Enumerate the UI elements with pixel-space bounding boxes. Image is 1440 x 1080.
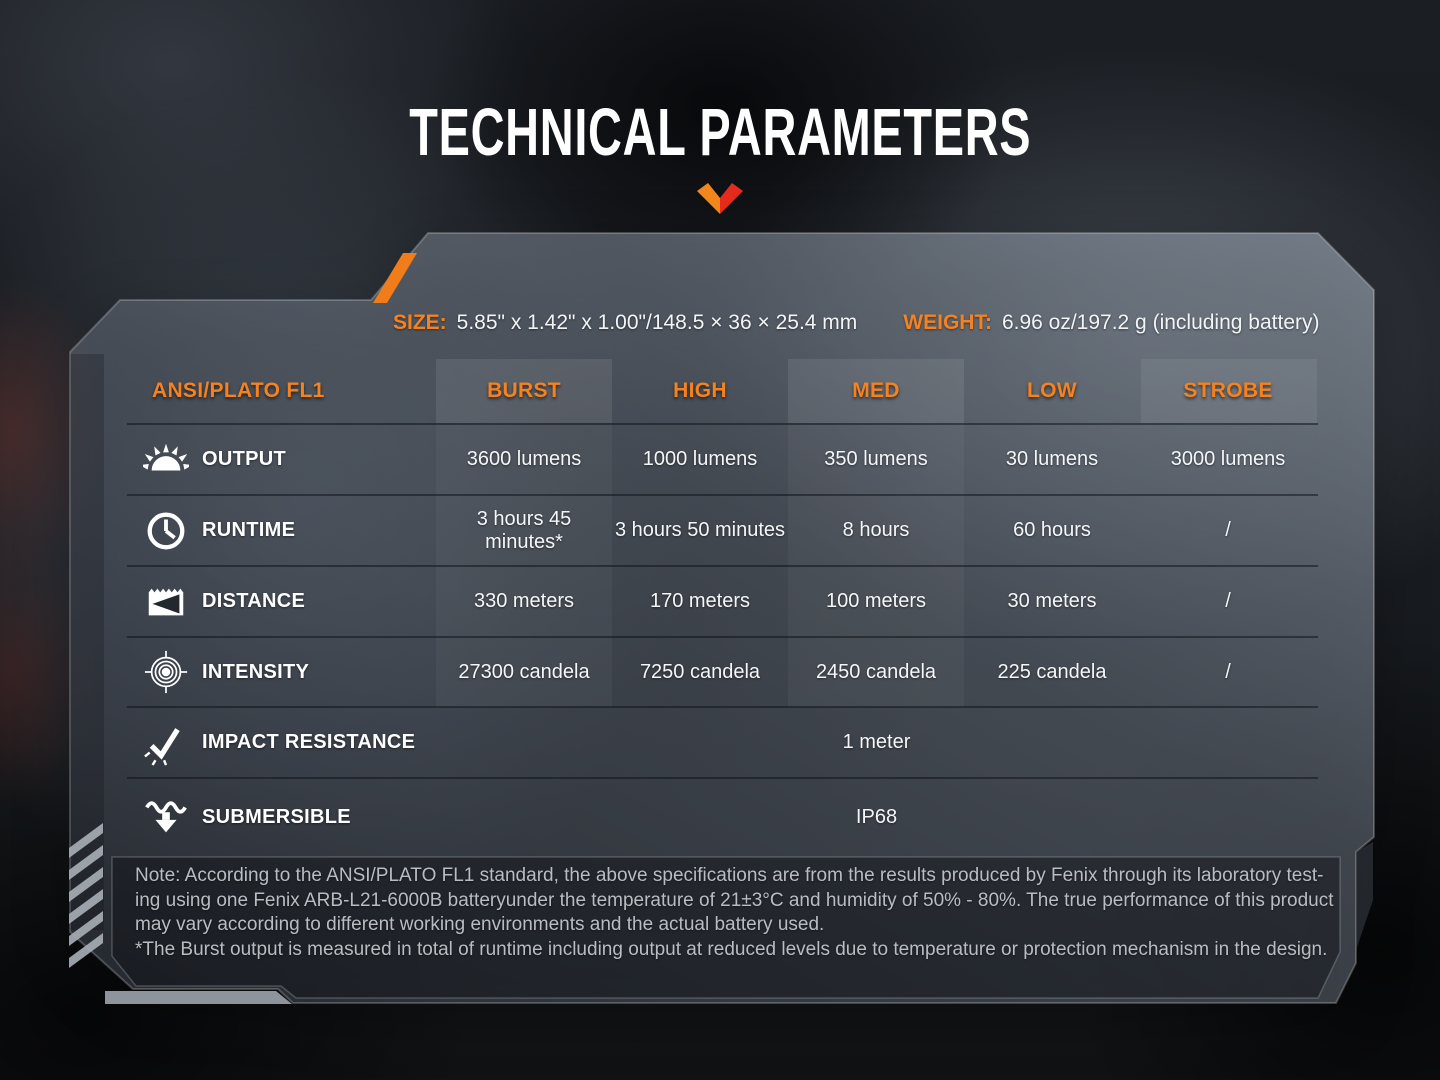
cell-intensity-med: 2450 candela xyxy=(815,660,937,683)
column-header-med: MED xyxy=(852,379,900,402)
column-header-strobe: STROBE xyxy=(1183,379,1273,402)
column-header-high: HIGH xyxy=(673,379,727,402)
weight-label: WEIGHT: xyxy=(903,311,992,334)
table-row-submersible xyxy=(70,778,1317,856)
cell-impact-resistance-value: 1 meter xyxy=(842,731,911,753)
corner-notch xyxy=(1356,842,1373,950)
column-header-burst: BURST xyxy=(487,379,561,402)
cell-output-strobe: 3000 lumens xyxy=(1170,448,1286,470)
footnote xyxy=(135,864,1333,962)
row-label-distance: DISTANCE xyxy=(202,590,306,612)
table-header-row xyxy=(70,358,1317,424)
page-title: TECHNICAL PARAMETERS xyxy=(409,95,1031,170)
cell-intensity-burst: 27300 candela xyxy=(458,660,590,683)
weight-value: 6.96 oz/197.2 g (including battery) xyxy=(1001,311,1320,334)
column-header-ansi: ANSI/PLATO FL1 xyxy=(152,379,325,402)
cell-submersible-value: IP68 xyxy=(855,805,898,828)
submersible-icon xyxy=(143,794,189,840)
row-label-output: OUTPUT xyxy=(202,448,287,470)
cell-runtime-strobe: / xyxy=(1225,519,1231,541)
runtime-clock-icon xyxy=(143,508,189,554)
footnote-line: Note: According to the ANSI/PLATO FL1 standard, the above specifications are from the results produced by Fenix through its laboratory test- xyxy=(135,865,1324,886)
accent-bar xyxy=(105,991,292,1004)
cell-runtime-burst: 3 hours 45 minutes* xyxy=(476,507,572,553)
row-label-submersible: SUBMERSIBLE xyxy=(202,805,351,828)
cell-output-burst: 3600 lumens xyxy=(466,448,582,470)
cell-runtime-med: 8 hours xyxy=(842,519,910,541)
cell-distance-burst: 330 meters xyxy=(473,590,575,612)
cell-output-low: 30 lumens xyxy=(1005,448,1099,470)
table-row-intensity xyxy=(70,637,1317,707)
footnote-line: ing using one Fenix ARB-L21-6000B batteryunder the temperature of 21±3°C and humidity of 50% - 80%. The true performance of this product xyxy=(135,889,1334,911)
chevron-down-icon xyxy=(697,183,743,214)
table-row-impact-resistance xyxy=(70,707,1317,778)
spec-table xyxy=(70,358,1317,856)
cell-output-med: 350 lumens xyxy=(824,448,928,470)
table-row-runtime xyxy=(70,495,1317,566)
row-label-intensity: INTENSITY xyxy=(202,660,310,683)
intensity-target-icon xyxy=(143,649,189,695)
footnote-line: *The Burst output is measured in total of runtime including output at reduced levels due to temperature or protection mechanism in the design. xyxy=(135,938,1328,960)
output-light-icon xyxy=(143,437,189,483)
cell-intensity-high: 7250 candela xyxy=(639,660,761,683)
size-weight-line xyxy=(393,311,1320,335)
size-value: 5.85" x 1.42" x 1.00"/148.5 × 36 × 25.4 mm xyxy=(456,311,858,334)
cell-distance-low: 30 meters xyxy=(1007,590,1097,612)
cell-intensity-strobe: / xyxy=(1225,660,1231,683)
table-row-distance xyxy=(70,566,1317,637)
cell-runtime-low: 60 hours xyxy=(1013,519,1091,541)
impact-resistance-icon xyxy=(143,720,189,766)
cell-distance-strobe: / xyxy=(1225,590,1231,612)
cell-runtime-high: 3 hours 50 minutes xyxy=(614,519,786,541)
distance-flag-icon xyxy=(143,579,189,625)
cell-distance-high: 170 meters xyxy=(649,590,751,612)
footnote-line: may vary according to different working environments and the actual battery used. xyxy=(135,914,825,935)
column-header-low: LOW xyxy=(1027,379,1077,402)
cell-distance-med: 100 meters xyxy=(825,590,927,612)
size-label: SIZE: xyxy=(393,311,447,334)
row-label-runtime: RUNTIME xyxy=(202,519,296,541)
cell-output-high: 1000 lumens xyxy=(642,448,758,470)
row-label-impact-resistance: IMPACT RESISTANCE xyxy=(202,731,416,753)
table-row-output xyxy=(70,424,1317,495)
cell-intensity-low: 225 candela xyxy=(997,660,1107,683)
